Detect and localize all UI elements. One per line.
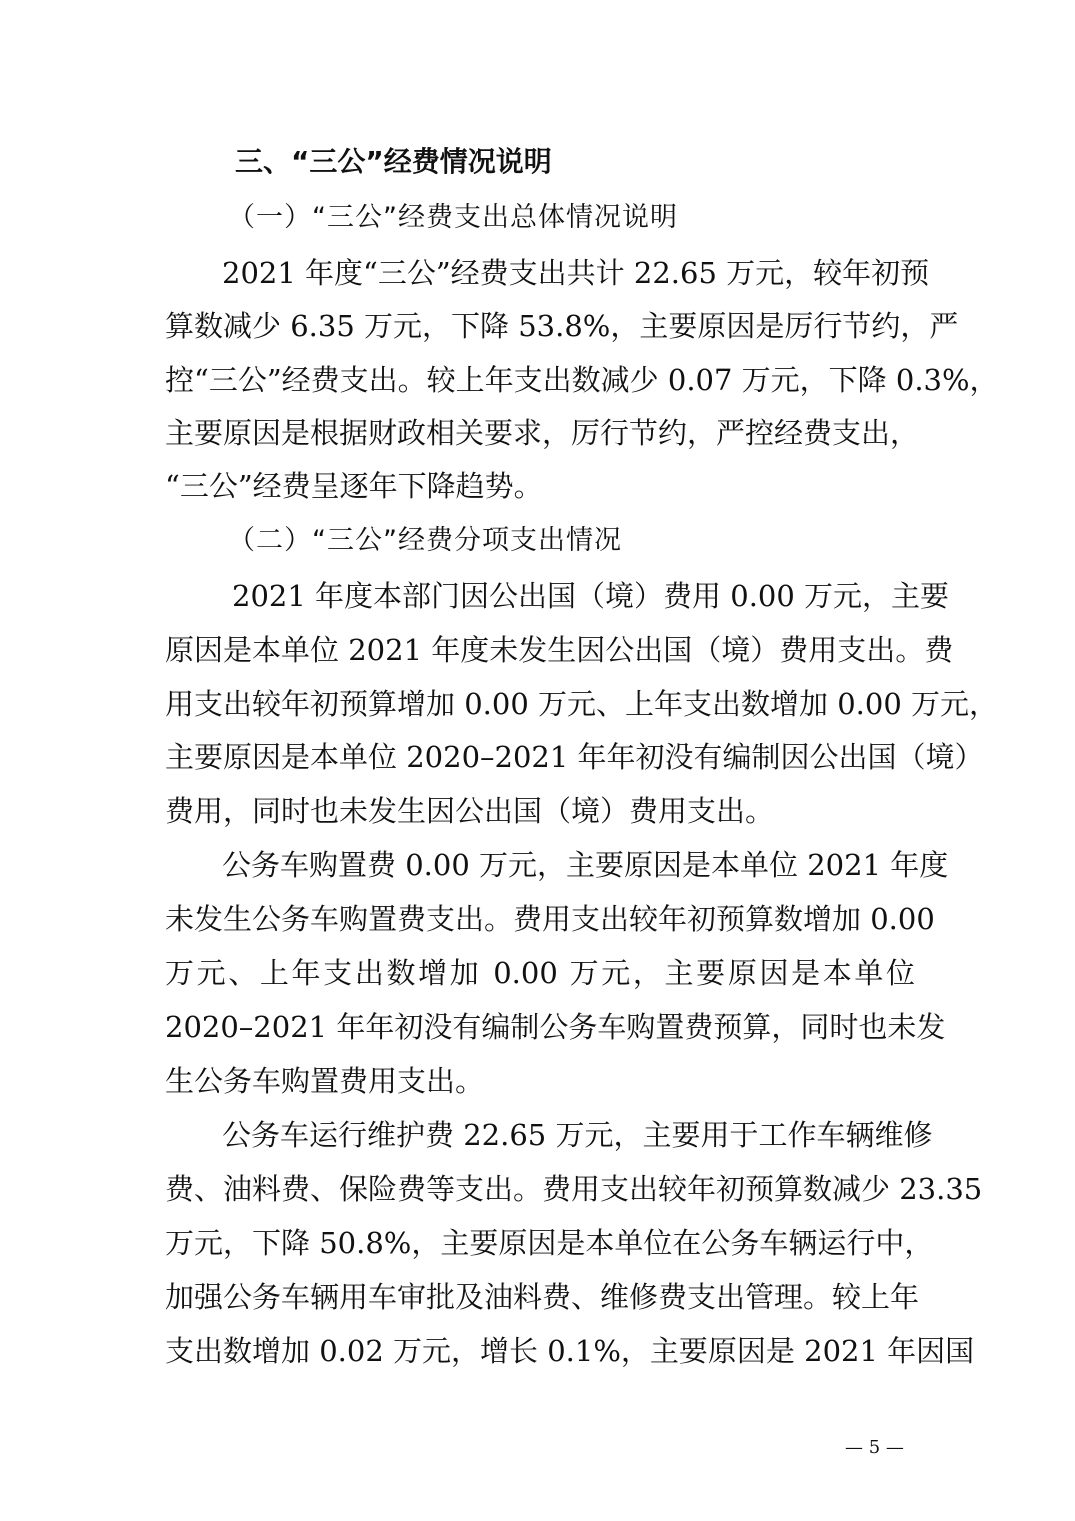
paragraph-line: 费用，同时也未发生因公出国（境）费用支出。	[165, 794, 775, 828]
paragraph-line: “三公”经费呈逐年下降趋势。	[165, 469, 543, 503]
paragraph-line: 2021 年度本部门因公出国（境）费用 0.00 万元，主要	[232, 579, 950, 613]
paragraph-line: 控“三公”经费支出。较上年支出数减少 0.07 万元，下降 0.3%，	[165, 363, 999, 397]
paragraph-line: 费、油料费、保险费等支出。费用支出较年初预算数减少 23.35	[165, 1172, 983, 1206]
subsection-heading-2: （二）“三公”经费分项支出情况	[228, 525, 622, 556]
subsection-heading-1: （一）“三公”经费支出总体情况说明	[228, 202, 678, 233]
paragraph-line: 万元、上年支出数增加 0.00 万元，主要原因是本单位	[165, 956, 915, 990]
paragraph-line: 主要原因是根据财政相关要求，厉行节约，严控经费支出，	[165, 416, 920, 450]
section-heading: 三、“三公”经费情况说明	[235, 145, 552, 178]
paragraph-line: 公务车运行维护费 22.65 万元，主要用于工作车辆维修	[222, 1118, 933, 1152]
paragraph-line: 万元，下降 50.8%，主要原因是本单位在公务车辆运行中，	[165, 1226, 934, 1260]
paragraph-line: 算数减少 6.35 万元，下降 53.8%，主要原因是厉行节约，严	[165, 309, 959, 343]
page-number: — 5 —	[845, 1437, 904, 1458]
paragraph-line: 支出数增加 0.02 万元，增长 0.1%，主要原因是 2021 年因国	[165, 1334, 975, 1368]
paragraph-line: 公务车购置费 0.00 万元，主要原因是本单位 2021 年度	[222, 848, 949, 882]
paragraph-line: 原因是本单位 2021 年度未发生因公出国（境）费用支出。费	[165, 633, 954, 667]
paragraph-line: 加强公务车辆用车审批及油料费、维修费支出管理。较上年	[165, 1280, 920, 1314]
paragraph-line: 用支出较年初预算增加 0.00 万元、上年支出数增加 0.00 万元，	[165, 687, 999, 721]
paragraph-line: 生公务车购置费用支出。	[165, 1064, 485, 1098]
paragraph-line: 未发生公务车购置费支出。费用支出较年初预算数增加 0.00	[165, 902, 935, 936]
paragraph-line: 2020–2021 年年初没有编制公务车购置费预算，同时也未发	[165, 1010, 946, 1044]
paragraph-line: 2021 年度“三公”经费支出共计 22.65 万元，较年初预	[222, 256, 930, 290]
paragraph-line: 主要原因是本单位 2020–2021 年年初没有编制因公出国（境）	[165, 740, 984, 774]
